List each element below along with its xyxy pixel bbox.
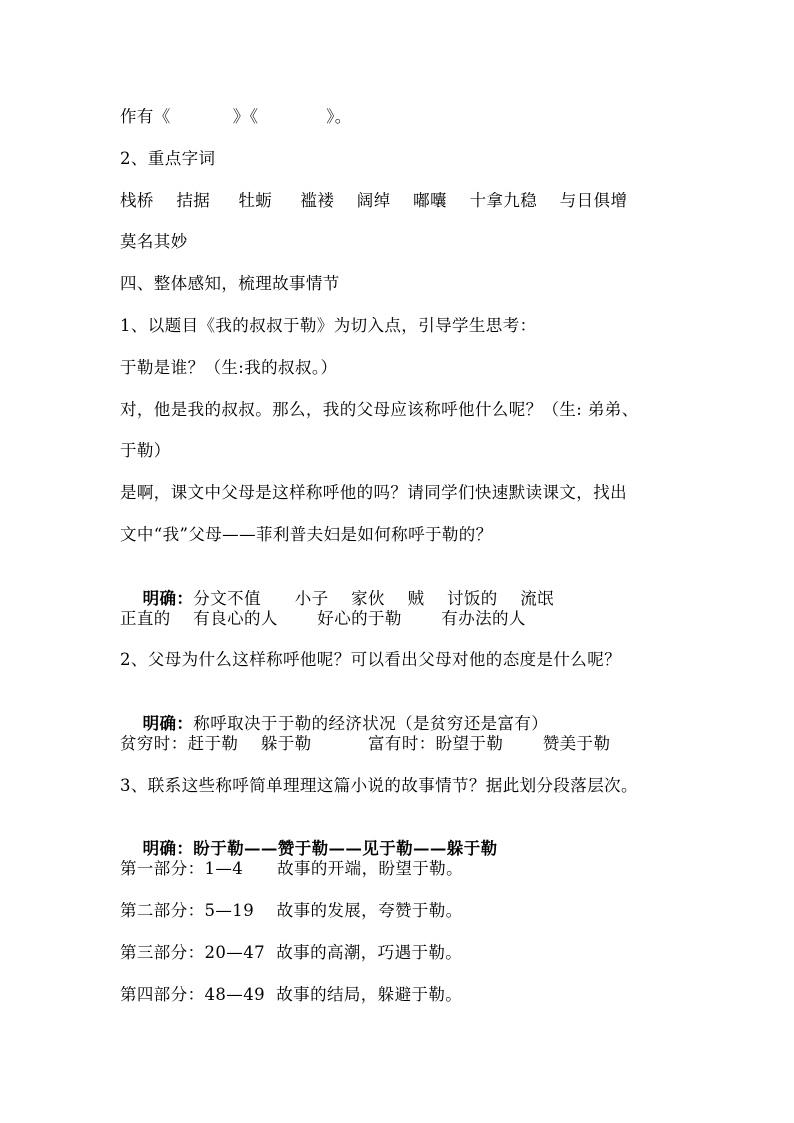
paragraph-what-parents-call: 对，他是我的叔叔。那么，我的父母应该称呼他什么呢？（生: 弟弟、 <box>120 400 639 419</box>
key-words-list-continued: 莫名其妙 <box>120 232 188 251</box>
paragraph-question-three: 3、联系这些称呼简单理理这篇小说的故事情节？据此划分段落层次。 <box>120 776 638 795</box>
paragraph-read-quickly-continued: 文中“我”父母——菲利普夫妇是如何称呼于勒的？ <box>120 525 493 544</box>
paragraph-what-parents-call-continued: 于勒） <box>120 441 171 460</box>
answer-names-continued: 正直的 有良心的人 好心的于勒 有办法的人 <box>120 609 526 628</box>
paragraph-question-one: 1、以题目《我的叔叔于勒》为切入点，引导学生思考： <box>120 316 537 335</box>
part-two-line: 第二部分：5—19 故事的发展，夸赞于勒。 <box>120 901 463 920</box>
answer-label: 明确： <box>142 589 194 608</box>
heading-key-words: 2、重点字词 <box>120 149 216 168</box>
part-four-line: 第四部分：48—49 故事的结局，躲避于勒。 <box>120 985 463 1004</box>
answer-text: 盼于勒——赞于勒——见于勒——躲于勒 <box>193 839 498 858</box>
answer-text: 称呼取决于于勒的经济状况（是贫穷还是富有） <box>193 714 549 733</box>
paragraph-poor-rich: 贫穷时：赶于勒 躲于勒 富有时：盼望于勒 赞美于勒 <box>120 734 611 753</box>
heading-section-four: 四、整体感知，梳理故事情节 <box>120 274 340 293</box>
part-one-line: 第一部分：1—4 故事的开端，盼望于勒。 <box>120 859 463 878</box>
paragraph-read-quickly: 是啊，课文中父母是这样称呼他的吗？请同学们快速默读课文，找出 <box>120 483 627 502</box>
key-words-list: 栈桥 拮据 牡蛎 褴褛 阔绰 嘟囔 十拿九稳 与日俱增 <box>120 191 628 210</box>
answer-text: 分文不值 小子 家伙 贼 讨饭的 流氓 <box>193 589 555 608</box>
answer-label: 明确： <box>142 714 194 733</box>
paragraph-who-is-jules: 于勒是谁？（生:我的叔叔。） <box>120 358 338 377</box>
part-three-line: 第三部分：20—47 故事的高潮，巧遇于勒。 <box>120 943 463 962</box>
paragraph-works-blank: 作有《 》《 》。 <box>120 107 352 126</box>
answer-label: 明确： <box>142 839 194 858</box>
paragraph-question-two: 2、父母为什么这样称呼他呢？可以看出父母对他的态度是什么呢？ <box>120 650 621 669</box>
